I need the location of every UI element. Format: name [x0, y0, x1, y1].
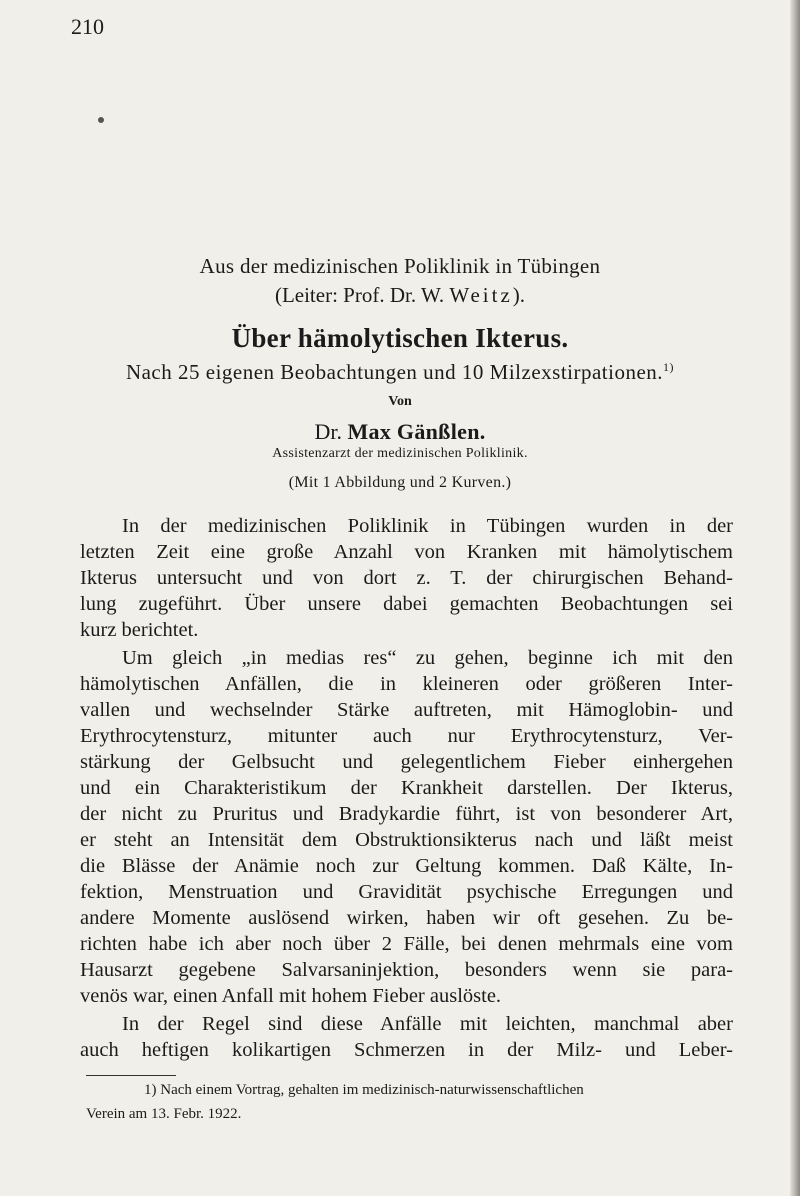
footnote-line: Verein am 13. Febr. 1922.	[86, 1106, 242, 1122]
author-prefix: Dr.	[314, 419, 348, 444]
author-name: Max Gänßlen.	[347, 419, 486, 444]
body-line: In der Regel sind diese Anfälle mit leichten, manchmal aber	[122, 1013, 733, 1035]
body-line: der nicht zu Pruritus und Bradykardie führt, ist von besonderer Art,	[80, 803, 733, 825]
body-line: richten habe ich aber noch über 2 Fälle, bei denen mehrmals eine vom	[80, 933, 733, 955]
body-line: auch heftigen kolikartigen Schmerzen in der Milz- und Leber-	[80, 1039, 733, 1061]
leader-line	[0, 283, 800, 308]
body-line: lung zugeführt. Über unsere dabei gemachten Beobachtungen sei	[80, 593, 733, 615]
author-position: Assistenzarzt der medizinischen Poliklinik.	[272, 446, 528, 461]
subtitle-text: Nach 25 eigenen Beobachtungen und 10 Milzexstirpationen.	[125, 360, 664, 384]
byline-von: Von	[388, 394, 412, 409]
body-line: hämolytischen Anfällen, die in kleineren oder größeren Inter-	[80, 673, 733, 695]
body-line: und ein Charakteristikum der Krankheit darstellen. Der Ikterus,	[80, 777, 733, 799]
article-subtitle	[0, 360, 800, 385]
body-line: venös war, einen Anfall mit hohem Fieber auslöste.	[80, 985, 502, 1007]
body-line: kurz berichtet.	[80, 619, 199, 641]
body-line: In der medizinischen Poliklinik in Tübingen wurden in der	[122, 515, 733, 537]
page-number: 210	[71, 14, 104, 39]
author-line	[0, 419, 800, 445]
body-line: fektion, Menstruation und Gravidität psychische Erregungen und	[80, 881, 733, 903]
leader-prefix: (Leiter: Prof. Dr. W.	[274, 283, 450, 307]
footnote-rule	[86, 1075, 176, 1076]
body-line: vallen und wechselnder Stärke auftreten, mit Hämoglobin- und	[80, 699, 733, 721]
body-line: die Blässe der Anämie noch zur Geltung kommen. Daß Kälte, In-	[80, 855, 733, 877]
figure-note: (Mit 1 Abbildung und 2 Kurven.)	[288, 474, 512, 491]
body-line: Um gleich „in medias res“ zu gehen, beginne ich mit den	[122, 647, 733, 669]
body-line: andere Momente auslösend wirken, haben wir oft gesehen. Zu be-	[80, 907, 733, 929]
print-speck	[98, 117, 104, 123]
body-line: er steht an Intensität dem Obstruktionsikterus nach und läßt meist	[80, 829, 733, 851]
body-line: Ikterus untersucht und von dort z. T. der chirurgischen Behand-	[80, 567, 733, 589]
institution-line: Aus der medizinischen Poliklinik in Tübingen	[199, 254, 601, 278]
article-title: Über hämolytischen Ikterus.	[231, 323, 569, 353]
footnote-ref: 1)	[663, 360, 675, 374]
leader-suffix: ).	[512, 283, 526, 307]
page-edge	[790, 0, 800, 1196]
body-line: letzten Zeit eine große Anzahl von Kranken mit hämolytischem	[80, 541, 733, 563]
leader-name: Weitz	[449, 283, 513, 307]
body-line: Erythrocytensturz, mitunter auch nur Erythrocytensturz, Ver-	[80, 725, 733, 747]
footnote-line: 1) Nach einem Vortrag, gehalten im medizinisch-naturwissenschaftlichen	[144, 1082, 584, 1098]
body-line: Hausarzt gegebene Salvarsaninjektion, besonders wenn sie para-	[80, 959, 733, 981]
body-line: stärkung der Gelbsucht und gelegentlichem Fieber einhergehen	[80, 751, 733, 773]
